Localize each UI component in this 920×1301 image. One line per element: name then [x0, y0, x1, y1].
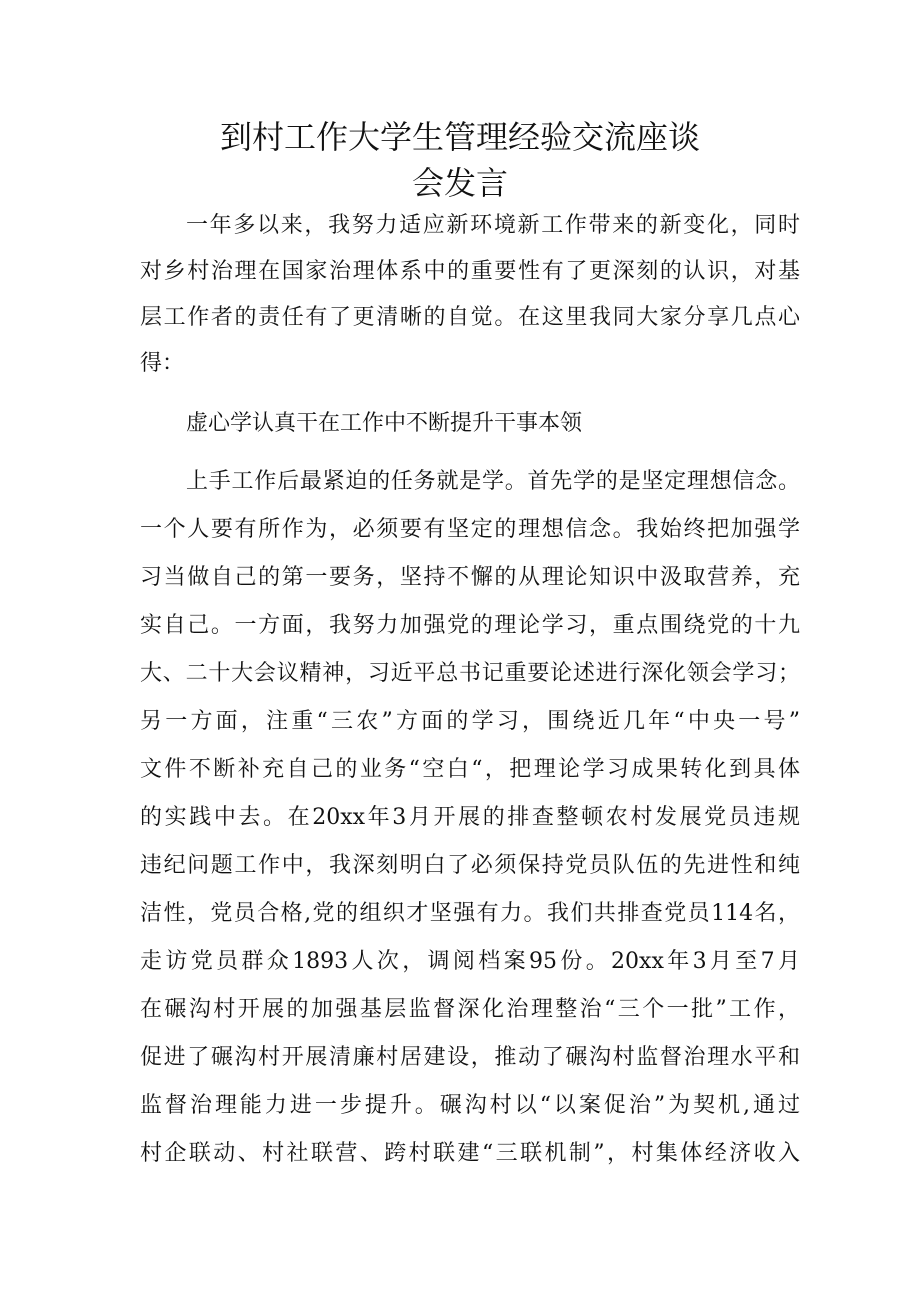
paragraph-line: 对乡村治理在国家治理体系中的重要性有了更深刻的认识，对基 [140, 259, 800, 284]
paragraph-line: 洁性，党员合格,党的组织才坚强有力。我们共排查党员114名， [140, 901, 800, 926]
section-heading: 虚心学认真干在工作中不断提升干事本领 [186, 411, 583, 436]
paragraph-line: 层工作者的责任有了更清晰的自觉。在这里我同大家分享几点心 [140, 305, 800, 330]
paragraph-line: 一年多以来，我努力适应新环境新工作带来的新变化，同时 [186, 213, 800, 238]
paragraph-line: 得： [140, 351, 185, 376]
paragraph-line: 习当做自己的第一要务，坚持不懈的从理论知识中汲取营养，充 [140, 565, 800, 590]
paragraph-line: 走访党员群众1893人次，调阅档案95份。20xx年3月至7月 [140, 949, 800, 974]
paragraph-line: 村企联动、村社联营、跨村联建“三联机制”，村集体经济收入 [140, 1141, 800, 1166]
paragraph-line: 大、二十大会议精神，习近平总书记重要论述进行深化领会学习； [140, 661, 800, 686]
paragraph-line: 另一方面，注重“三农”方面的学习，围绕近几年“中央一号” [140, 709, 800, 734]
paragraph-line: 促进了碾沟村开展清廉村居建设，推动了碾沟村监督治理水平和 [140, 1045, 800, 1070]
paragraph-line: 上手工作后最紧迫的任务就是学。首先学的是坚定理想信念。 [186, 469, 800, 494]
document-title-line-1: 到村工作大学生管理经验交流座谈 [219, 118, 700, 156]
paragraph-line: 监督治理能力进一步提升。碾沟村以“以案促治”为契机,通过 [140, 1093, 800, 1118]
paragraph-line: 文件不断补充自己的业务“空白“，把理论学习成果转化到具体 [140, 757, 800, 782]
paragraph-line: 在碾沟村开展的加强基层监督深化治理整治“三个一批”工作， [140, 997, 800, 1022]
paragraph-line: 一个人要有所作为，必须要有坚定的理想信念。我始终把加强学 [140, 517, 800, 542]
paragraph-line: 的实践中去。在20xx年3月开展的排查整顿农村发展党员违规 [140, 805, 800, 830]
document-title-line-2: 会发言 [411, 164, 508, 202]
paragraph-line: 违纪问题工作中，我深刻明白了必须保持党员队伍的先进性和纯 [140, 853, 800, 878]
paragraph-line: 实自己。一方面，我努力加强党的理论学习，重点围绕党的十九 [140, 613, 800, 638]
